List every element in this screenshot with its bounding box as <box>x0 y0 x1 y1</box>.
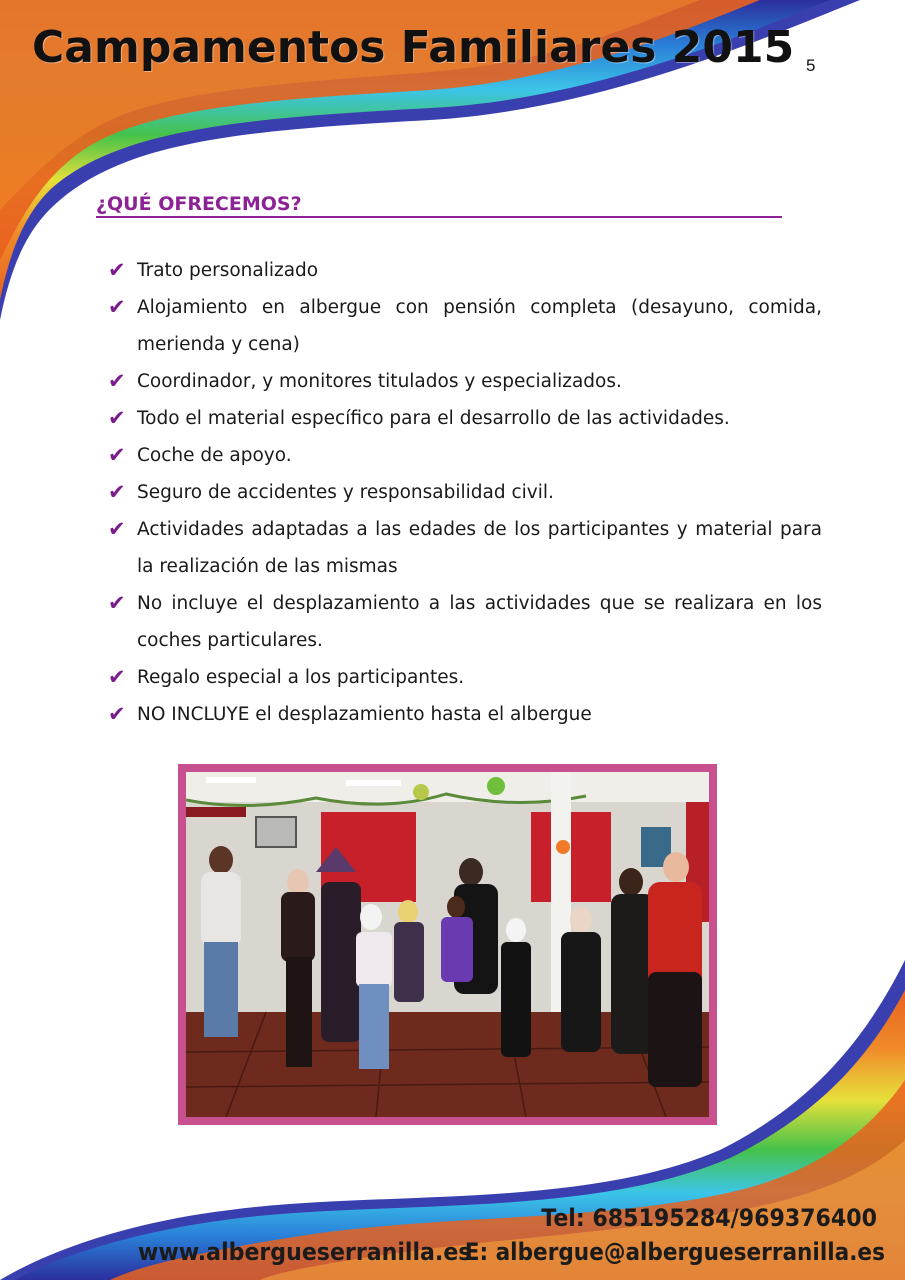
footer-email[interactable]: E: albergue@albergueserranilla.es <box>464 1238 885 1266</box>
list-item-text: Regalo especial a los participantes. <box>137 667 465 688</box>
list-item <box>108 511 822 585</box>
checkmark-icon: ✔ <box>108 480 126 504</box>
checkmark-icon: ✔ <box>108 665 126 689</box>
list-item-text: Coordinador, y monitores titulados y especializados. <box>137 371 622 392</box>
checkmark-icon: ✔ <box>108 702 126 726</box>
list-item <box>108 363 822 400</box>
footer-phone: Tel: 685195284/969376400 <box>541 1204 877 1232</box>
list-item <box>108 659 822 696</box>
photo-frame <box>178 764 717 1125</box>
list-item-text: No incluye el desplazamiento a las actividades que se realizara en los coches particulares. <box>137 593 822 651</box>
list-item-text: Actividades adaptadas a las edades de los participantes y material para la realización de las mismas <box>137 519 822 577</box>
checkmark-icon: ✔ <box>108 369 126 393</box>
list-item <box>108 474 822 511</box>
list-item-text: Trato personalizado <box>137 260 319 281</box>
list-item-text: NO INCLUYE el desplazamiento hasta el albergue <box>137 704 592 725</box>
page-title: Campamentos Familiares 2015 <box>32 22 795 73</box>
section-heading: ¿QUÉ OFRECEMOS? <box>96 193 782 218</box>
list-item-text: Todo el material específico para el desarrollo de las actividades. <box>137 408 730 429</box>
page-number: 5 <box>806 56 816 75</box>
checkmark-icon: ✔ <box>108 406 126 430</box>
list-item <box>108 696 822 733</box>
list-item-text: Alojamiento en albergue con pensión completa (desayuno, comida, merienda y cena) <box>137 297 822 355</box>
checkmark-icon: ✔ <box>108 258 126 282</box>
list-item <box>108 400 822 437</box>
group-photo <box>186 772 709 1117</box>
offer-list <box>108 252 822 733</box>
checkmark-icon: ✔ <box>108 443 126 467</box>
list-item <box>108 585 822 659</box>
list-item <box>108 289 822 363</box>
checkmark-icon: ✔ <box>108 591 126 615</box>
list-item-text: Seguro de accidentes y responsabilidad civil. <box>137 482 554 503</box>
footer-website[interactable]: www.albergueserranilla.es <box>138 1238 472 1266</box>
list-item <box>108 252 822 289</box>
checkmark-icon: ✔ <box>108 517 126 541</box>
checkmark-icon: ✔ <box>108 295 126 319</box>
list-item <box>108 437 822 474</box>
list-item-text: Coche de apoyo. <box>137 445 292 466</box>
